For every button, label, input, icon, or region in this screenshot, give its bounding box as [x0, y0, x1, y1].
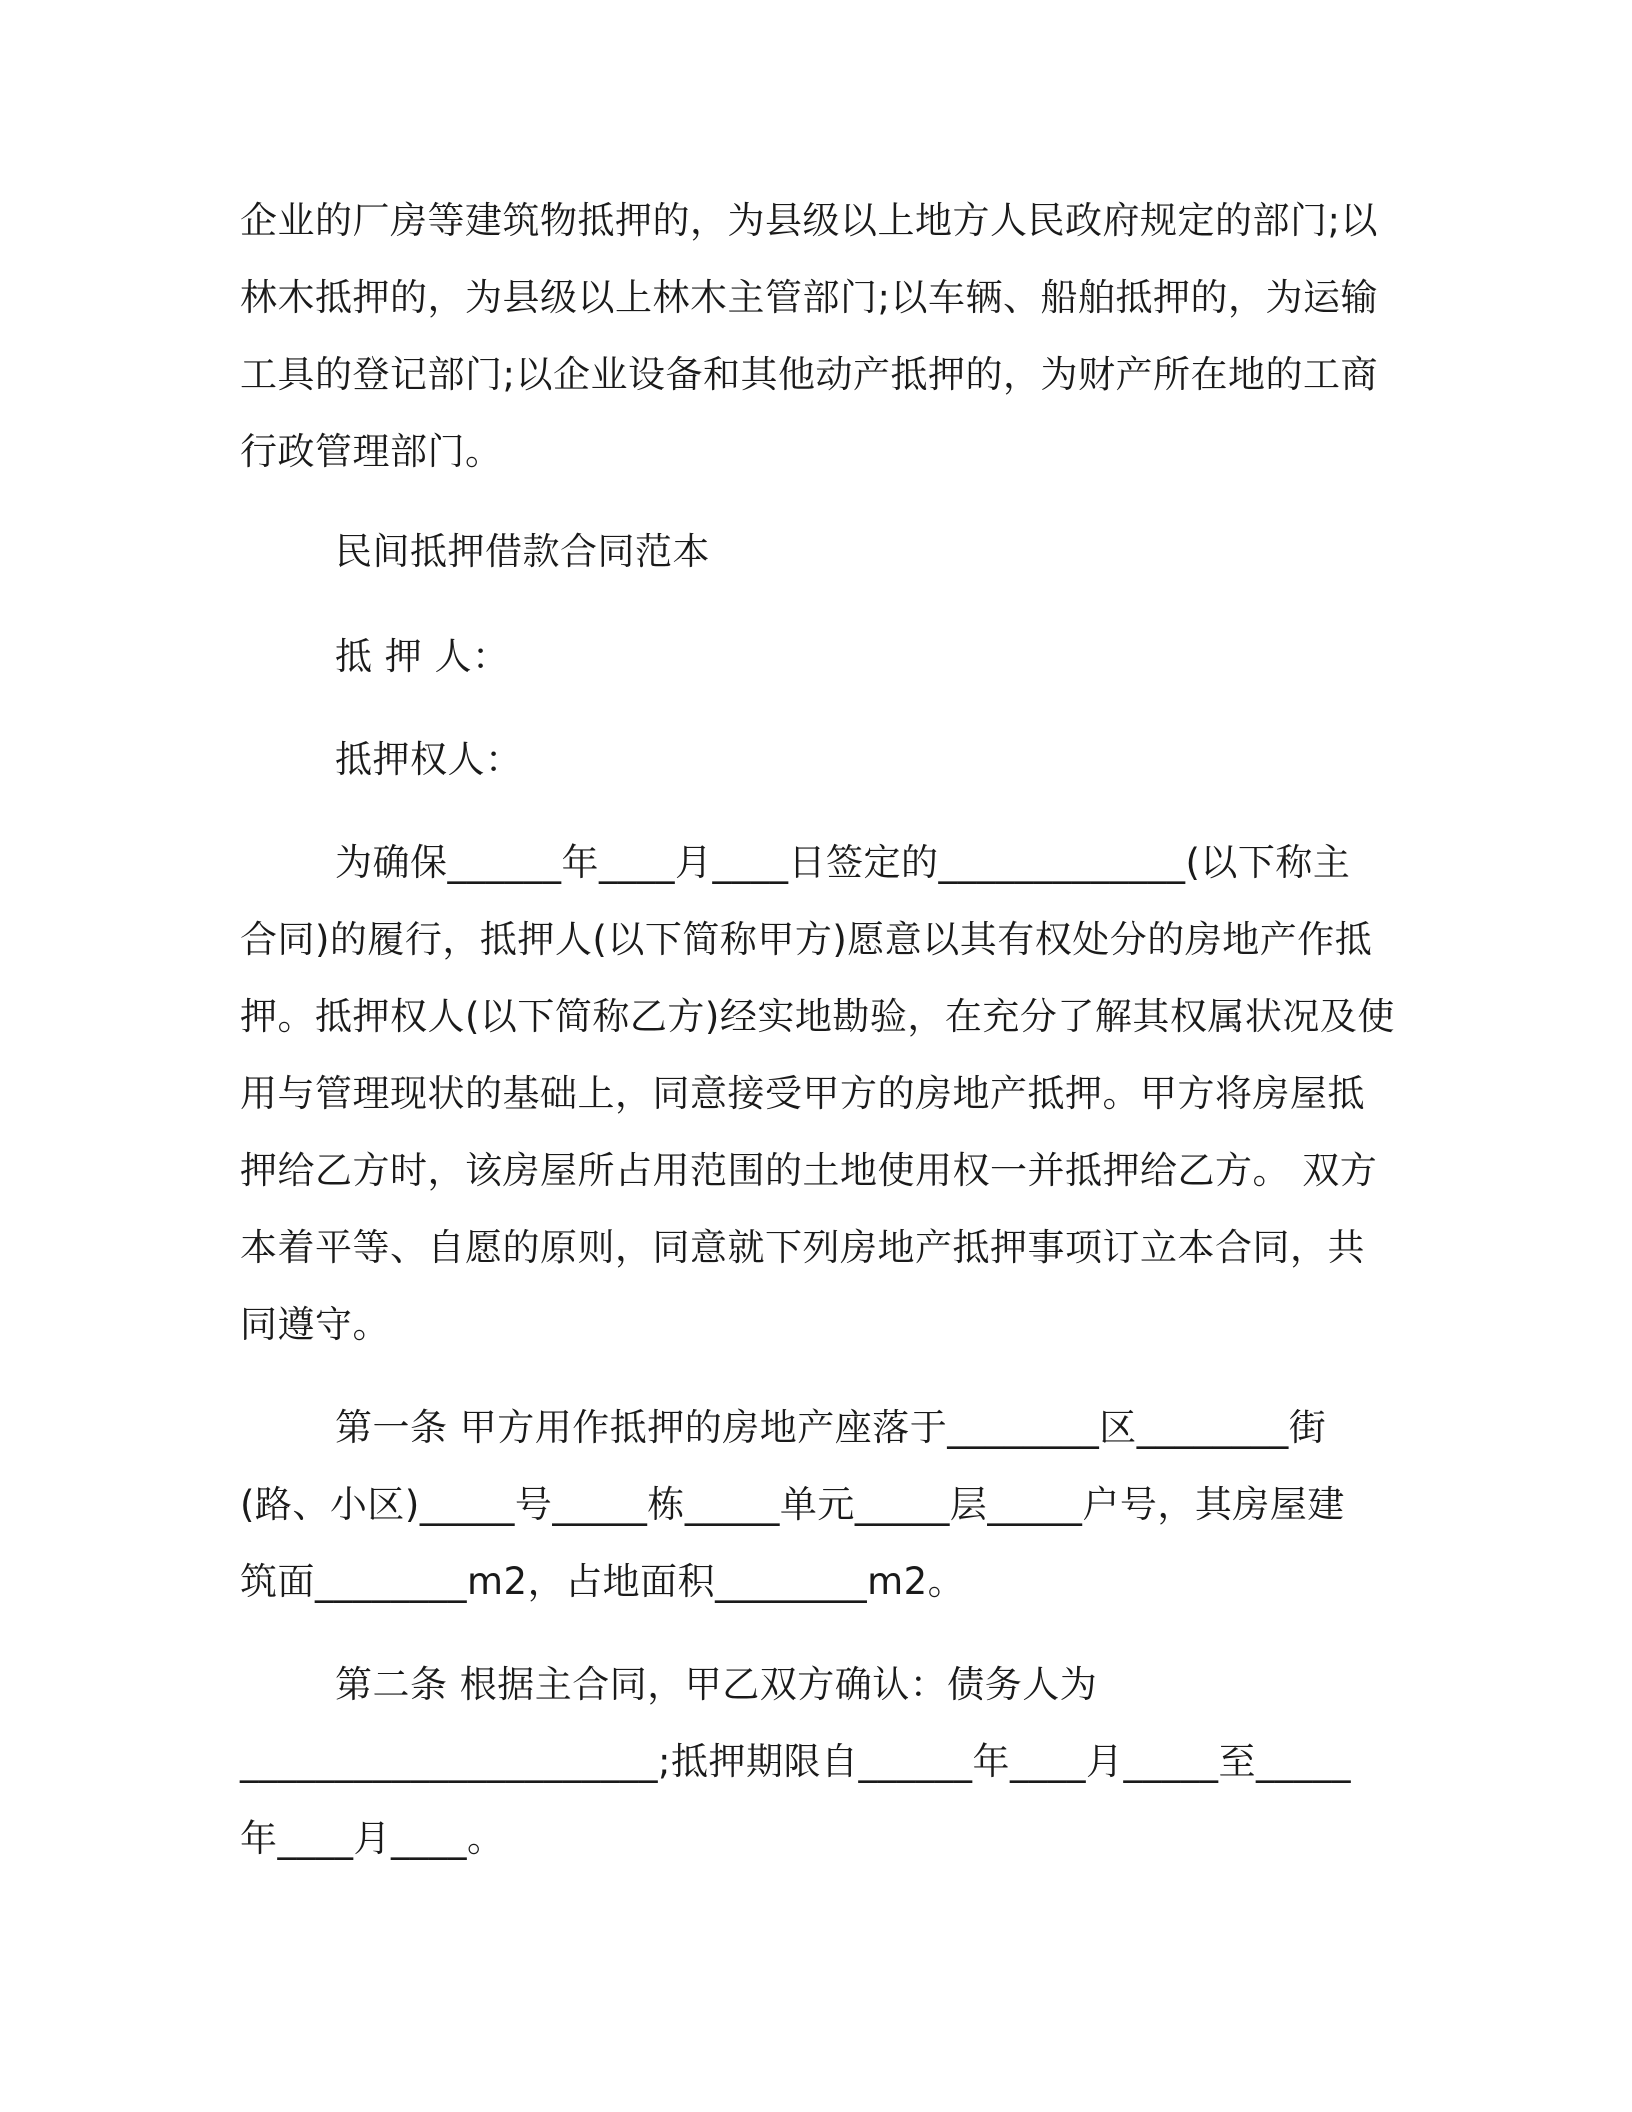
article-1-line-1: 第一条 甲方用作抵押的房地产座落于________区________街: [335, 1406, 1327, 1449]
preamble-line-2: 合同)的履行，抵押人(以下简称甲方)愿意以其有权处分的房地产作抵: [240, 918, 1373, 961]
preamble-line-6: 本着平等、自愿的原则，同意就下列房地产抵押事项订立本合同，共: [240, 1226, 1365, 1269]
mortgagor-label: 抵 押 人：: [335, 635, 510, 678]
article-2-line-1: 第二条 根据主合同，甲乙双方确认：债务人为: [335, 1663, 1098, 1706]
intro-line-1: 企业的厂房等建筑物抵押的，为县级以上地方人民政府规定的部门;以: [240, 199, 1378, 242]
intro-line-4: 行政管理部门。: [240, 430, 503, 473]
article-2-line-2: ______________________;抵押期限自______年____月_____至_____: [240, 1740, 1351, 1783]
preamble-line-5: 押给乙方时，该房屋所占用范围的土地使用权一并抵押给乙方。 双方: [240, 1149, 1378, 1192]
document-title: 民间抵押借款合同范本: [335, 530, 710, 573]
preamble-line-3: 押。抵押权人(以下简称乙方)经实地勘验，在充分了解其权属状况及使: [240, 995, 1395, 1038]
intro-line-3: 工具的登记部门;以企业设备和其他动产抵押的，为财产所在地的工商: [240, 353, 1378, 396]
mortgagee-label: 抵押权人：: [335, 738, 523, 781]
preamble-line-7: 同遵守。: [240, 1303, 390, 1346]
article-2-line-3: 年____月____。: [240, 1817, 505, 1860]
preamble-line-4: 用与管理现状的基础上，同意接受甲方的房地产抵押。甲方将房屋抵: [240, 1072, 1365, 1115]
article-1-line-3: 筑面________m2，占地面积________m2。: [240, 1560, 966, 1603]
preamble-line-1: 为确保______年____月____日签定的_____________(以下称主: [335, 841, 1351, 884]
intro-line-2: 林木抵押的，为县级以上林木主管部门;以车辆、船舶抵押的，为运输: [240, 276, 1378, 319]
article-1-line-2: (路、小区)_____号_____栋_____单元_____层_____户号，其房屋建: [240, 1483, 1345, 1526]
